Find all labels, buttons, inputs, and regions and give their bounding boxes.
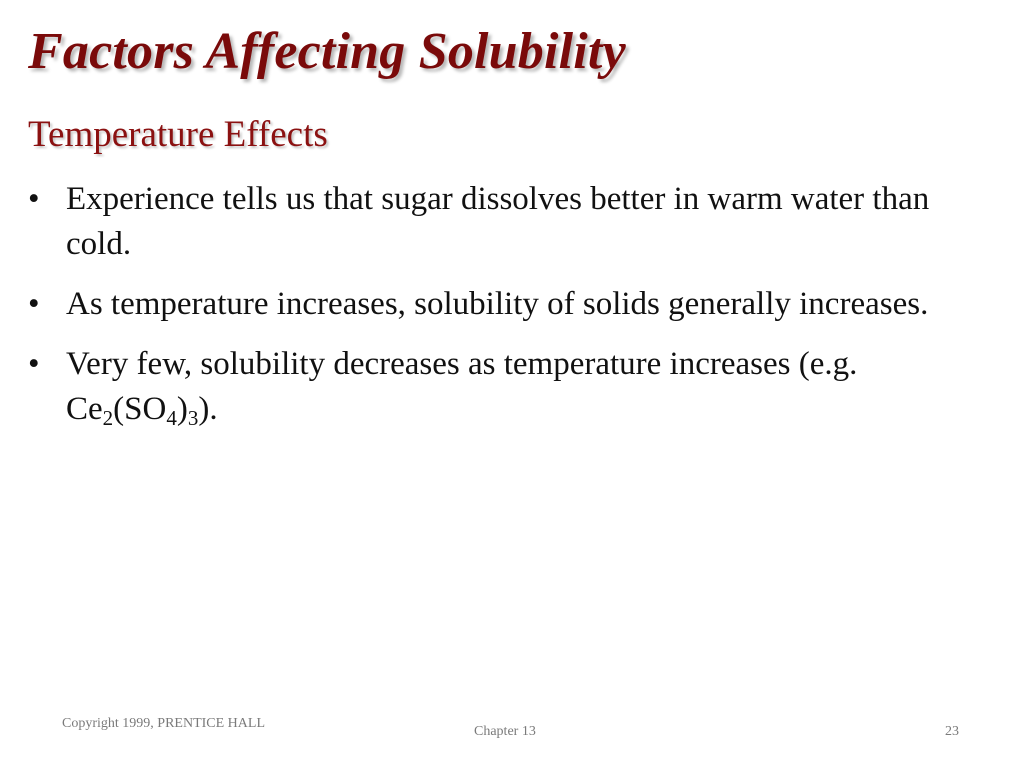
slide-title: Factors Affecting Solubility	[28, 23, 626, 80]
footer-chapter: Chapter 13	[474, 724, 536, 739]
bullet-item	[28, 177, 958, 267]
formula-subscript: 2	[102, 406, 114, 430]
bullet-item	[28, 282, 958, 327]
formula-subscript: 3	[187, 406, 199, 430]
bullet-item	[28, 342, 958, 432]
bullet-text-part: ).	[198, 391, 218, 427]
formula-subscript: 4	[166, 406, 177, 430]
bullet-marker: •	[28, 346, 40, 382]
bullet-text-part: )	[176, 391, 188, 427]
bullet-text-part: (SO	[113, 391, 167, 427]
bullet-text	[66, 346, 858, 430]
slide-subtitle: Temperature Effects	[28, 114, 328, 155]
bullet-text: Experience tells us that sugar dissolves better in warm water than cold.	[66, 181, 930, 262]
bullet-text-part: Very few, solubility decreases as temperature increases (e.g. Ce	[66, 346, 858, 427]
footer-page-number: 23	[945, 724, 959, 739]
bullet-list	[28, 177, 958, 447]
bullet-marker: •	[28, 286, 40, 322]
bullet-text: As temperature increases, solubility of solids generally increases.	[66, 286, 929, 322]
footer-copyright: Copyright 1999, PRENTICE HALL	[62, 716, 265, 731]
bullet-marker: •	[28, 181, 40, 217]
